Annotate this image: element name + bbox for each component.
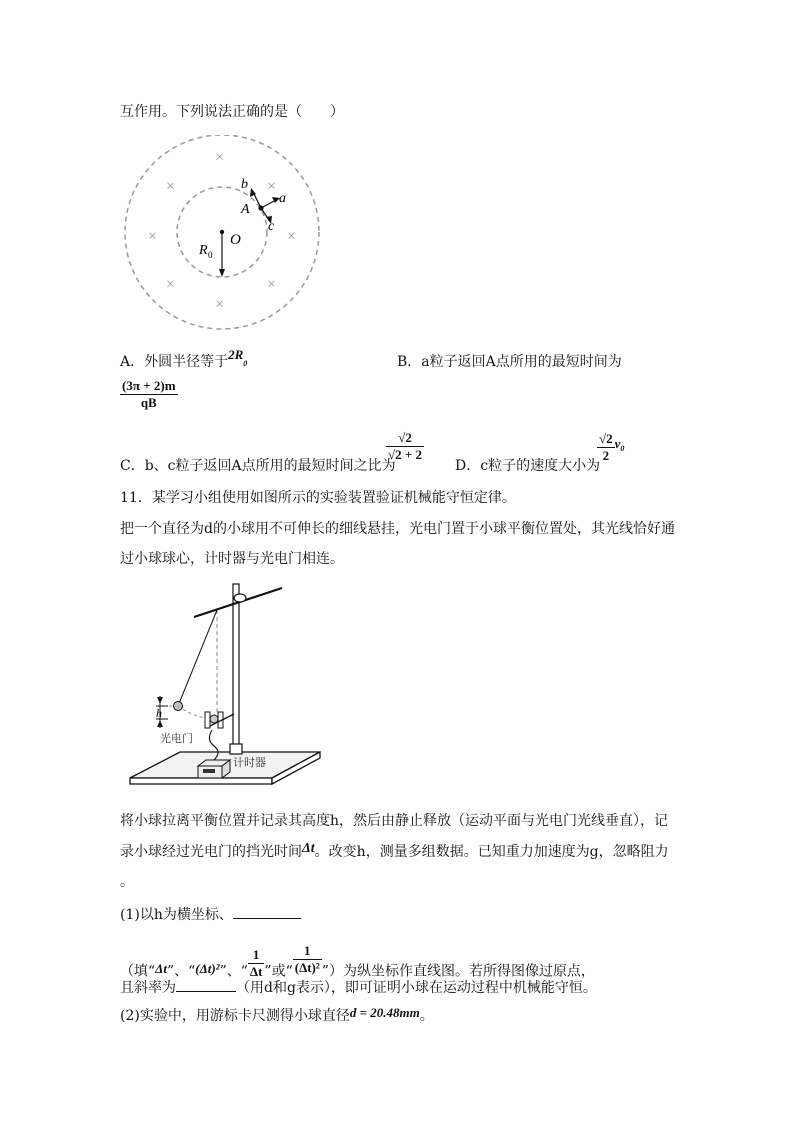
label-c: c [268,219,275,234]
cross-8: × [215,296,225,313]
q11-f1-den: Δt [249,964,263,979]
cross-4: × [148,228,158,245]
cross-1: × [215,149,225,166]
q11-p2-line2-b: 。改变h，测量多组数据。已知重力加速度为g，忽略阻力 [314,844,669,860]
q11-s1-line3 [120,977,597,998]
q11-s2-lead: (2)实验中，用游标卡尺测得小球直径 [120,1008,350,1024]
option-B-numerator: (3π + 2)m [122,378,176,393]
pendulum-string [178,610,217,706]
cross-5: × [287,228,297,245]
q11-s1-b2: ”、“ [166,963,196,980]
q11-option-inv-delta-t [248,947,264,980]
magnetic-field-diagram [115,135,330,335]
q11-s1-c1: 且斜率为 [120,980,176,996]
vertical-pole [233,584,239,746]
option-C-text: C．b、c粒子返回A点所用的最短时间之比为 [120,458,396,474]
cross-3: × [267,178,277,195]
cross-7: × [267,276,277,293]
answer-blank-2[interactable] [176,977,236,992]
q11-p1-line2: 过小球球心，计时器与光电门相连。 [120,551,344,567]
q11-s1-b1: （填“ [120,963,156,980]
option-D-fraction [597,431,624,464]
q11-f2-num: 1 [293,943,322,960]
label-a: a [279,191,286,206]
question-intro: 互作用。下列说法正确的是（ ） [120,104,344,120]
q11-s1-line1 [120,904,301,925]
label-R: R [199,243,208,258]
option-C-fraction [386,430,424,463]
option-A[interactable] [120,347,248,378]
q11-s1-c2: （用d和g表示），即可证明小球在运动过程中机械能守恒。 [236,980,597,996]
label-h: h [156,706,162,720]
option-C[interactable] [120,456,396,476]
q11-p2-line1: 将小球拉离平衡位置并记录其高度h，然后由静止释放（运动平面与光电门光线垂直），记 [120,813,669,829]
q11-delta-t: Δt [302,841,315,856]
label-A: A [241,202,250,217]
q11-p2-line2-a: 录小球经过光电门的挡光时间 [120,844,302,860]
pendulum-apparatus-diagram [120,578,330,798]
option-C-numerator: √2 [386,430,424,447]
label-timer: 计时器 [233,757,266,769]
q11-f2-den: (Δt)² [294,960,320,975]
label-photogate: 光电门 [160,733,193,745]
q11-s2 [120,1006,434,1026]
answer-blank-1[interactable] [233,904,301,919]
center-point [220,230,224,234]
option-A-math-sub: 0 [243,358,248,368]
option-B[interactable] [397,352,622,372]
q11-p1-line1: 把一个直径为d的小球用不可伸长的细线悬挂，光电门置于小球平衡位置处，其光线恰好通 [120,521,675,537]
option-D-v: v [614,435,621,451]
option-C-denominator: √2 + 2 [388,447,423,462]
q11-p2-line2 [120,842,669,863]
q11-option-delta-t-squared: (Δt)² [195,960,220,976]
q11-title: 11．某学习小组使用如图所示的实验装置验证机械能守恒定律。 [120,490,516,506]
q11-option-delta-t: Δt [155,960,167,976]
option-A-text: A．外圆半径等于 [120,354,229,370]
option-B-denominator: qB [140,395,157,410]
q11-s2-tail: 。 [419,1008,434,1024]
label-R-sub: 0 [208,250,213,260]
q11-s1-b5: ”）为纵坐标作直线图。若所得图像过原点， [321,963,595,980]
q11-s1-lead: (1)以h为横坐标、 [120,907,233,923]
option-D-v-sub: 0 [620,444,625,454]
label-O: O [230,232,241,248]
q11-s1-b4: ”或“ [264,963,293,980]
photogate-ball [210,715,218,723]
option-D[interactable] [455,456,600,476]
option-D-text: D．c粒子的速度大小为 [455,458,601,474]
pendulum-ball [174,702,183,711]
option-B-fraction [120,378,178,411]
label-b: b [241,177,248,192]
q11-f1-num: 1 [248,947,264,964]
q11-s1-b3: ”、“ [219,963,248,980]
q11-s2-diameter: d = 20.48mm [349,1005,420,1020]
q11-option-inv-delta-t-squared [293,943,322,976]
option-D-denominator: 2 [602,448,610,463]
option-B-text: B．a粒子返回A点所用的最短时间为 [397,354,622,370]
cross-2: × [166,178,176,195]
option-D-numerator: √2 [599,431,613,446]
cross-6: × [166,276,176,293]
option-A-math: 2R [228,347,244,362]
q11-p2-line3: 。 [120,874,134,890]
